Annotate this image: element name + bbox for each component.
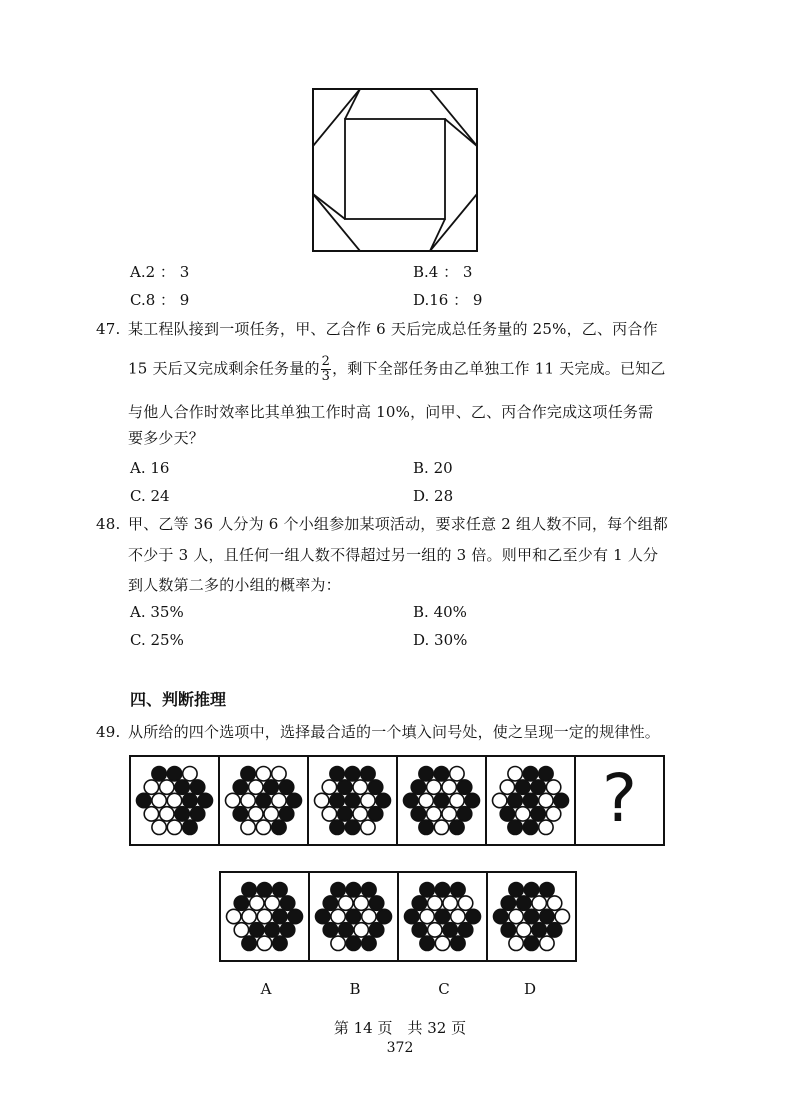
question-mark: ? bbox=[601, 760, 638, 837]
option-value: 2 ： 3 bbox=[145, 263, 190, 281]
black-dot bbox=[451, 936, 465, 950]
white-dot bbox=[427, 807, 441, 821]
black-dot bbox=[288, 909, 302, 923]
black-dot bbox=[346, 909, 360, 923]
white-dot bbox=[450, 767, 464, 781]
page-number: 372 bbox=[386, 1040, 414, 1056]
black-dot bbox=[420, 883, 434, 897]
black-dot bbox=[330, 767, 344, 781]
black-dot bbox=[531, 807, 545, 821]
black-dot bbox=[411, 780, 425, 794]
black-dot bbox=[233, 807, 247, 821]
black-dot bbox=[404, 793, 418, 807]
option-label: B. bbox=[413, 603, 429, 621]
white-dot bbox=[322, 780, 336, 794]
black-dot bbox=[377, 909, 391, 923]
black-dot bbox=[451, 883, 465, 897]
hexagon-dots-figure bbox=[398, 757, 485, 844]
answer-label-c: C bbox=[438, 980, 450, 998]
option-label: B. bbox=[413, 263, 429, 281]
black-dot bbox=[420, 936, 434, 950]
hexagon-dots-figure bbox=[220, 757, 307, 844]
white-dot bbox=[442, 780, 456, 794]
white-dot bbox=[160, 780, 174, 794]
black-dot bbox=[272, 820, 286, 834]
black-dot bbox=[280, 896, 294, 910]
q46-option-c[interactable] bbox=[130, 290, 189, 310]
black-dot bbox=[257, 883, 271, 897]
q48-option-c[interactable] bbox=[130, 630, 184, 650]
black-dot bbox=[279, 807, 293, 821]
option-value: 16 ： 9 bbox=[429, 291, 483, 309]
black-dot bbox=[435, 883, 449, 897]
black-dot bbox=[540, 883, 554, 897]
q48-number: 48. bbox=[96, 515, 121, 533]
answer-label-d: D bbox=[523, 980, 537, 998]
white-dot bbox=[265, 896, 279, 910]
option-value: 28 bbox=[434, 487, 454, 505]
hexagon-dots-figure bbox=[310, 873, 397, 960]
black-dot bbox=[345, 820, 359, 834]
black-dot bbox=[405, 909, 419, 923]
black-dot bbox=[369, 896, 383, 910]
black-dot bbox=[339, 923, 353, 937]
q47-line-1: 某工程队接到一项任务，甲、乙合作 6 天后完成总任务量的 25%，乙、丙合作 bbox=[128, 320, 658, 338]
q49-answer-d[interactable] bbox=[486, 871, 577, 962]
white-dot bbox=[257, 936, 271, 950]
black-dot bbox=[242, 883, 256, 897]
black-dot bbox=[234, 896, 248, 910]
black-dot bbox=[501, 923, 515, 937]
white-dot bbox=[419, 793, 433, 807]
q47-line-3: 与他人合作时效率比其单独工作时高 10%，问甲、乙、丙合作完成这项任务需 bbox=[128, 403, 654, 421]
white-dot bbox=[546, 807, 560, 821]
white-dot bbox=[442, 807, 456, 821]
q47-option-b[interactable] bbox=[413, 458, 453, 478]
black-dot bbox=[361, 767, 375, 781]
black-dot bbox=[137, 793, 151, 807]
q49-answer-a[interactable] bbox=[219, 871, 310, 962]
black-dot bbox=[458, 923, 472, 937]
white-dot bbox=[427, 780, 441, 794]
white-dot bbox=[493, 793, 507, 807]
black-dot bbox=[362, 936, 376, 950]
option-value: 16 bbox=[150, 459, 170, 477]
white-dot bbox=[434, 820, 448, 834]
white-dot bbox=[167, 820, 181, 834]
q46-option-a[interactable] bbox=[130, 262, 189, 282]
q48-line-2: 不少于 3 人，且任何一组人数不得超过另一组的 3 倍。则甲和乙至少有 1 人分 bbox=[128, 546, 659, 564]
fraction bbox=[321, 355, 331, 384]
option-label: B. bbox=[413, 459, 429, 477]
black-dot bbox=[316, 909, 330, 923]
black-dot bbox=[369, 923, 383, 937]
black-dot bbox=[330, 793, 344, 807]
q47-option-d[interactable] bbox=[413, 486, 453, 506]
option-label: A. bbox=[130, 603, 146, 621]
black-dot bbox=[434, 767, 448, 781]
q49-question-cell-4 bbox=[396, 755, 487, 846]
black-dot bbox=[554, 793, 568, 807]
option-value: 24 bbox=[150, 487, 170, 505]
black-dot bbox=[411, 807, 425, 821]
hexagon-dots-figure bbox=[399, 873, 486, 960]
white-dot bbox=[152, 793, 166, 807]
white-dot bbox=[272, 767, 286, 781]
white-dot bbox=[272, 793, 286, 807]
black-dot bbox=[338, 807, 352, 821]
black-dot bbox=[273, 883, 287, 897]
black-dot bbox=[273, 936, 287, 950]
black-dot bbox=[508, 793, 522, 807]
q48-line-3: 到人数第二多的小组的概率为： bbox=[128, 576, 341, 594]
white-dot bbox=[242, 909, 256, 923]
black-dot bbox=[323, 923, 337, 937]
black-dot bbox=[287, 793, 301, 807]
black-dot bbox=[346, 936, 360, 950]
white-dot bbox=[509, 909, 523, 923]
black-dot bbox=[532, 923, 546, 937]
q47-line-2-after: ，剩下全部任务由乙单独工作 11 天完成。已知乙 bbox=[332, 359, 666, 378]
q48-line-1: 甲、乙等 36 人分为 6 个小组参加某项活动，要求任意 2 组人数不同，每个组都 bbox=[128, 515, 668, 533]
black-dot bbox=[362, 883, 376, 897]
option-label: A. bbox=[130, 263, 146, 281]
white-dot bbox=[500, 780, 514, 794]
white-dot bbox=[539, 793, 553, 807]
answer-label-b: B bbox=[349, 980, 361, 998]
option-value: 25% bbox=[150, 631, 184, 649]
white-dot bbox=[428, 896, 442, 910]
q49-question-cell-5 bbox=[485, 755, 576, 846]
black-dot bbox=[241, 767, 255, 781]
white-dot bbox=[420, 909, 434, 923]
option-value: 30% bbox=[434, 631, 468, 649]
black-dot bbox=[466, 909, 480, 923]
square-figure bbox=[310, 86, 480, 254]
black-dot bbox=[516, 780, 530, 794]
white-dot bbox=[227, 909, 241, 923]
hexagon-dots-figure bbox=[488, 873, 575, 960]
white-dot bbox=[226, 793, 240, 807]
option-label: C. bbox=[130, 291, 146, 309]
white-dot bbox=[256, 767, 270, 781]
black-dot bbox=[540, 909, 554, 923]
white-dot bbox=[354, 896, 368, 910]
black-dot bbox=[330, 820, 344, 834]
q47-option-a[interactable] bbox=[130, 458, 169, 478]
white-dot bbox=[458, 896, 472, 910]
white-dot bbox=[249, 780, 263, 794]
white-dot bbox=[555, 909, 569, 923]
black-dot bbox=[346, 883, 360, 897]
black-dot bbox=[524, 883, 538, 897]
white-dot bbox=[546, 780, 560, 794]
q49-question-cell-1 bbox=[129, 755, 220, 846]
option-label: D. bbox=[413, 291, 430, 309]
black-dot bbox=[233, 780, 247, 794]
black-dot bbox=[167, 767, 181, 781]
page-footer: 第 14 页 共 32 页 bbox=[333, 1019, 467, 1037]
white-dot bbox=[547, 896, 561, 910]
black-dot bbox=[523, 793, 537, 807]
black-dot bbox=[524, 936, 538, 950]
white-dot bbox=[322, 807, 336, 821]
white-dot bbox=[339, 896, 353, 910]
black-dot bbox=[345, 767, 359, 781]
white-dot bbox=[428, 923, 442, 937]
white-dot bbox=[443, 896, 457, 910]
black-dot bbox=[419, 767, 433, 781]
q49-answer-b[interactable] bbox=[308, 871, 399, 962]
black-dot bbox=[419, 820, 433, 834]
q46-option-d[interactable] bbox=[413, 290, 482, 310]
black-dot bbox=[450, 820, 464, 834]
black-dot bbox=[524, 909, 538, 923]
q47-line-2 bbox=[128, 355, 666, 384]
white-dot bbox=[540, 936, 554, 950]
black-dot bbox=[509, 883, 523, 897]
black-dot bbox=[190, 807, 204, 821]
white-dot bbox=[234, 923, 248, 937]
option-label: A. bbox=[130, 459, 146, 477]
black-dot bbox=[539, 767, 553, 781]
black-dot bbox=[175, 780, 189, 794]
black-dot bbox=[531, 780, 545, 794]
q47-option-c[interactable] bbox=[130, 486, 170, 506]
black-dot bbox=[198, 793, 212, 807]
white-dot bbox=[315, 793, 329, 807]
white-dot bbox=[451, 909, 465, 923]
white-dot bbox=[509, 936, 523, 950]
white-dot bbox=[167, 793, 181, 807]
hexagon-dots-figure bbox=[131, 757, 218, 844]
option-label: D. bbox=[413, 487, 430, 505]
black-dot bbox=[250, 923, 264, 937]
white-dot bbox=[160, 807, 174, 821]
q47-line-4: 要多少天？ bbox=[128, 429, 205, 447]
option-label: C. bbox=[130, 631, 146, 649]
white-dot bbox=[256, 820, 270, 834]
option-value: 4 ： 3 bbox=[428, 263, 473, 281]
white-dot bbox=[532, 896, 546, 910]
q48-option-a[interactable] bbox=[130, 602, 184, 622]
black-dot bbox=[345, 793, 359, 807]
black-dot bbox=[323, 896, 337, 910]
option-value: 40% bbox=[433, 603, 467, 621]
black-dot bbox=[368, 807, 382, 821]
white-dot bbox=[331, 909, 345, 923]
white-dot bbox=[353, 807, 367, 821]
black-dot bbox=[331, 883, 345, 897]
black-dot bbox=[457, 807, 471, 821]
black-dot bbox=[152, 767, 166, 781]
black-dot bbox=[412, 923, 426, 937]
q49-text: 从所给的四个选项中，选择最合适的一个填入问号处，使之呈现一定的规律性。 bbox=[128, 723, 661, 741]
q49-number: 49. bbox=[96, 723, 121, 741]
white-dot bbox=[508, 767, 522, 781]
white-dot bbox=[331, 936, 345, 950]
white-dot bbox=[362, 909, 376, 923]
black-dot bbox=[279, 780, 293, 794]
black-dot bbox=[500, 807, 514, 821]
white-dot bbox=[361, 820, 375, 834]
q49-question-cell-unknown bbox=[574, 755, 665, 846]
black-dot bbox=[457, 780, 471, 794]
white-dot bbox=[353, 780, 367, 794]
section-title: 四、判断推理 bbox=[130, 690, 227, 709]
black-dot bbox=[376, 793, 390, 807]
black-dot bbox=[508, 820, 522, 834]
black-dot bbox=[265, 923, 279, 937]
white-dot bbox=[183, 767, 197, 781]
black-dot bbox=[523, 820, 537, 834]
white-dot bbox=[450, 793, 464, 807]
black-dot bbox=[190, 780, 204, 794]
white-dot bbox=[257, 909, 271, 923]
hexagon-dots-figure bbox=[309, 757, 396, 844]
white-dot bbox=[354, 923, 368, 937]
white-dot bbox=[144, 780, 158, 794]
q48-option-d[interactable] bbox=[413, 630, 467, 650]
answer-label-a: A bbox=[260, 980, 272, 998]
black-dot bbox=[547, 923, 561, 937]
q49-answer-c[interactable] bbox=[397, 871, 488, 962]
fraction-denominator: 3 bbox=[321, 369, 331, 384]
q46-option-b[interactable] bbox=[413, 262, 472, 282]
option-label: C. bbox=[130, 487, 146, 505]
option-value: 20 bbox=[433, 459, 453, 477]
option-value: 8 ： 9 bbox=[145, 291, 190, 309]
black-dot bbox=[501, 896, 515, 910]
white-dot bbox=[241, 820, 255, 834]
black-dot bbox=[517, 896, 531, 910]
black-dot bbox=[280, 923, 294, 937]
black-dot bbox=[256, 793, 270, 807]
white-dot bbox=[516, 807, 530, 821]
black-dot bbox=[523, 767, 537, 781]
black-dot bbox=[465, 793, 479, 807]
white-dot bbox=[264, 807, 278, 821]
black-dot bbox=[412, 896, 426, 910]
q47-number: 47. bbox=[96, 320, 121, 338]
white-dot bbox=[361, 793, 375, 807]
q47-line-2-before: 15 天后又完成剩余任务量的 bbox=[128, 359, 320, 378]
q49-question-cell-2 bbox=[218, 755, 309, 846]
q49-question-cell-3 bbox=[307, 755, 398, 846]
white-dot bbox=[249, 807, 263, 821]
black-dot bbox=[242, 936, 256, 950]
white-dot bbox=[241, 793, 255, 807]
black-dot bbox=[434, 793, 448, 807]
black-dot bbox=[443, 923, 457, 937]
black-dot bbox=[494, 909, 508, 923]
black-dot bbox=[435, 909, 449, 923]
hexagon-dots-figure bbox=[221, 873, 308, 960]
black-dot bbox=[368, 780, 382, 794]
fraction-numerator: 2 bbox=[321, 354, 331, 369]
black-dot bbox=[183, 793, 197, 807]
hexagon-dots-figure bbox=[487, 757, 574, 844]
black-dot bbox=[273, 909, 287, 923]
white-dot bbox=[539, 820, 553, 834]
option-label: D. bbox=[413, 631, 430, 649]
white-dot bbox=[435, 936, 449, 950]
black-dot bbox=[264, 780, 278, 794]
black-dot bbox=[338, 780, 352, 794]
white-dot bbox=[250, 896, 264, 910]
q48-option-b[interactable] bbox=[413, 602, 467, 622]
black-dot bbox=[183, 820, 197, 834]
white-dot bbox=[152, 820, 166, 834]
option-value: 35% bbox=[150, 603, 184, 621]
white-dot bbox=[517, 923, 531, 937]
black-dot bbox=[175, 807, 189, 821]
white-dot bbox=[144, 807, 158, 821]
